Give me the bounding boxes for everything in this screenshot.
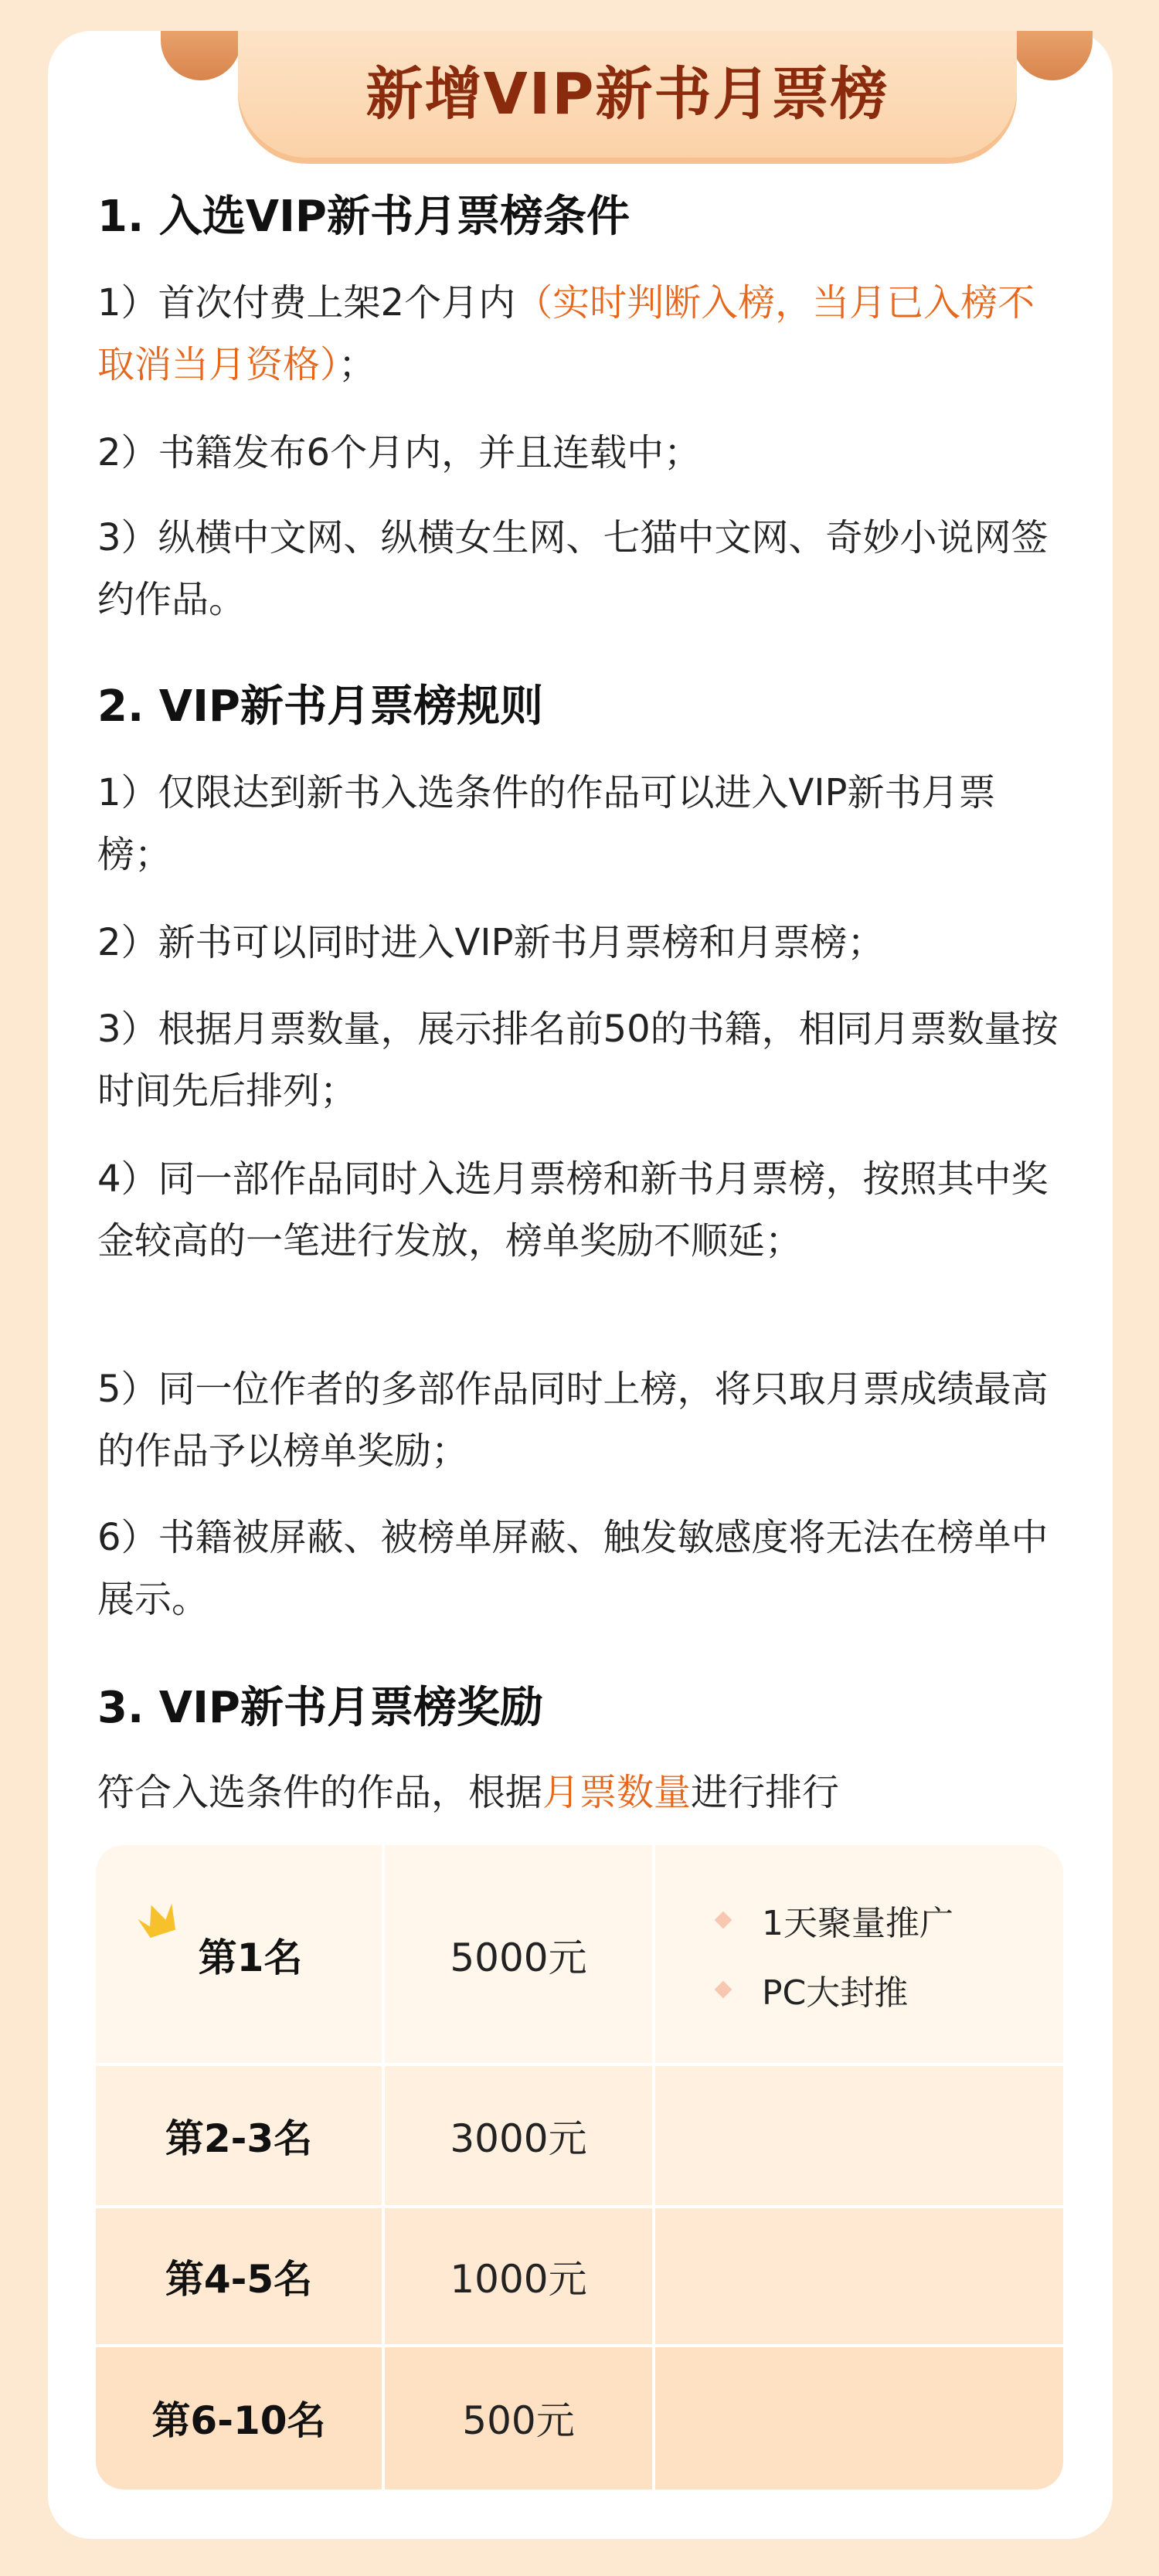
reward-cell: 500元 (462, 2398, 575, 2443)
table-row (96, 2065, 1063, 2207)
extras-cell (655, 1845, 1063, 2065)
title-ribbon (238, 31, 1017, 158)
section3-heading: 3. VIP新书月票榜奖励 (97, 1683, 543, 1733)
table-row (96, 2207, 1063, 2346)
rank-cell: 第1名 (198, 1935, 303, 1980)
section3-intro-text: 符合入选条件的作品，根据 (97, 1771, 543, 1814)
section1-item-1-suffix: ； (338, 343, 376, 386)
section1-item-3: 3）纵横中文网、纵横女生网、七猫中文网、奇妙小说网签约作品。 (97, 516, 1049, 621)
section3-intro (97, 1762, 1063, 1823)
section3-intro-highlight: 月票数量 (542, 1771, 692, 1814)
reward-cell: 5000元 (450, 1935, 587, 1980)
table-divider (382, 1845, 385, 2489)
diamond-bullet-icon (715, 1981, 732, 1999)
extras-list (712, 1885, 953, 2024)
table-row (96, 1845, 1063, 2065)
section2-item-2: 2）新书可以同时进入VIP新书月票榜和月票榜； (97, 921, 885, 964)
section1-item-1 (97, 272, 1063, 396)
section1-item-2: 2）书籍发布6个月内，并且连载中； (97, 431, 702, 474)
section2-item-4: 4）同一部作品同时入选月票榜和新书月票榜，按照其中奖金较高的一笔进行发放，榜单奖励不顺延； (97, 1157, 1049, 1263)
list-item (712, 1955, 953, 2024)
page-title: 新增VIP新书月票榜 (365, 61, 889, 127)
section2-item-1: 1）仅限达到新书入选条件的作品可以进入VIP新书月票榜； (97, 771, 996, 876)
extra-label: 1天聚量推广 (762, 1904, 953, 1943)
section1-item-1-text: 1）首次付费上架2个月内 (97, 281, 516, 325)
section1-item-1-highlight: （实时判断入榜，当月已入榜不取消当月资格） (97, 281, 1035, 386)
rank-cell: 第4-5名 (165, 2257, 313, 2302)
section2-item-5: 5）同一位作者的多部作品同时上榜，将只取月票成绩最高的作品予以榜单奖励； (97, 1368, 1049, 1473)
section2-heading: 2. VIP新书月票榜规则 (97, 681, 543, 732)
rank-cell: 第2-3名 (165, 2116, 313, 2161)
table-divider (96, 2205, 1063, 2208)
ribbon-knob-right (1012, 31, 1093, 80)
section2-item-6: 6）书籍被屏蔽、被榜单屏蔽、触发敏感度将无法在榜单中展示。 (97, 1516, 1049, 1621)
ribbon-knob-left (161, 31, 241, 80)
reward-table (96, 1845, 1063, 2489)
diamond-bullet-icon (715, 1912, 732, 1929)
table-divider (96, 2063, 1063, 2066)
table-divider (96, 2344, 1063, 2347)
section1-heading: 1. 入选VIP新书月票榜条件 (97, 192, 630, 242)
reward-cell: 1000元 (450, 2257, 587, 2302)
reward-cell: 3000元 (450, 2116, 587, 2161)
rank-cell: 第6-10名 (151, 2398, 326, 2443)
list-item (712, 1885, 953, 1955)
extra-label: PC大封推 (762, 1973, 909, 2013)
table-row (96, 2346, 1063, 2489)
table-divider (652, 1845, 655, 2489)
section3-intro-suffix: 进行排行 (691, 1771, 840, 1814)
section2-item-3: 3）根据月票数量，展示排名前50的书籍，相同月票数量按时间先后排列； (97, 1008, 1059, 1113)
